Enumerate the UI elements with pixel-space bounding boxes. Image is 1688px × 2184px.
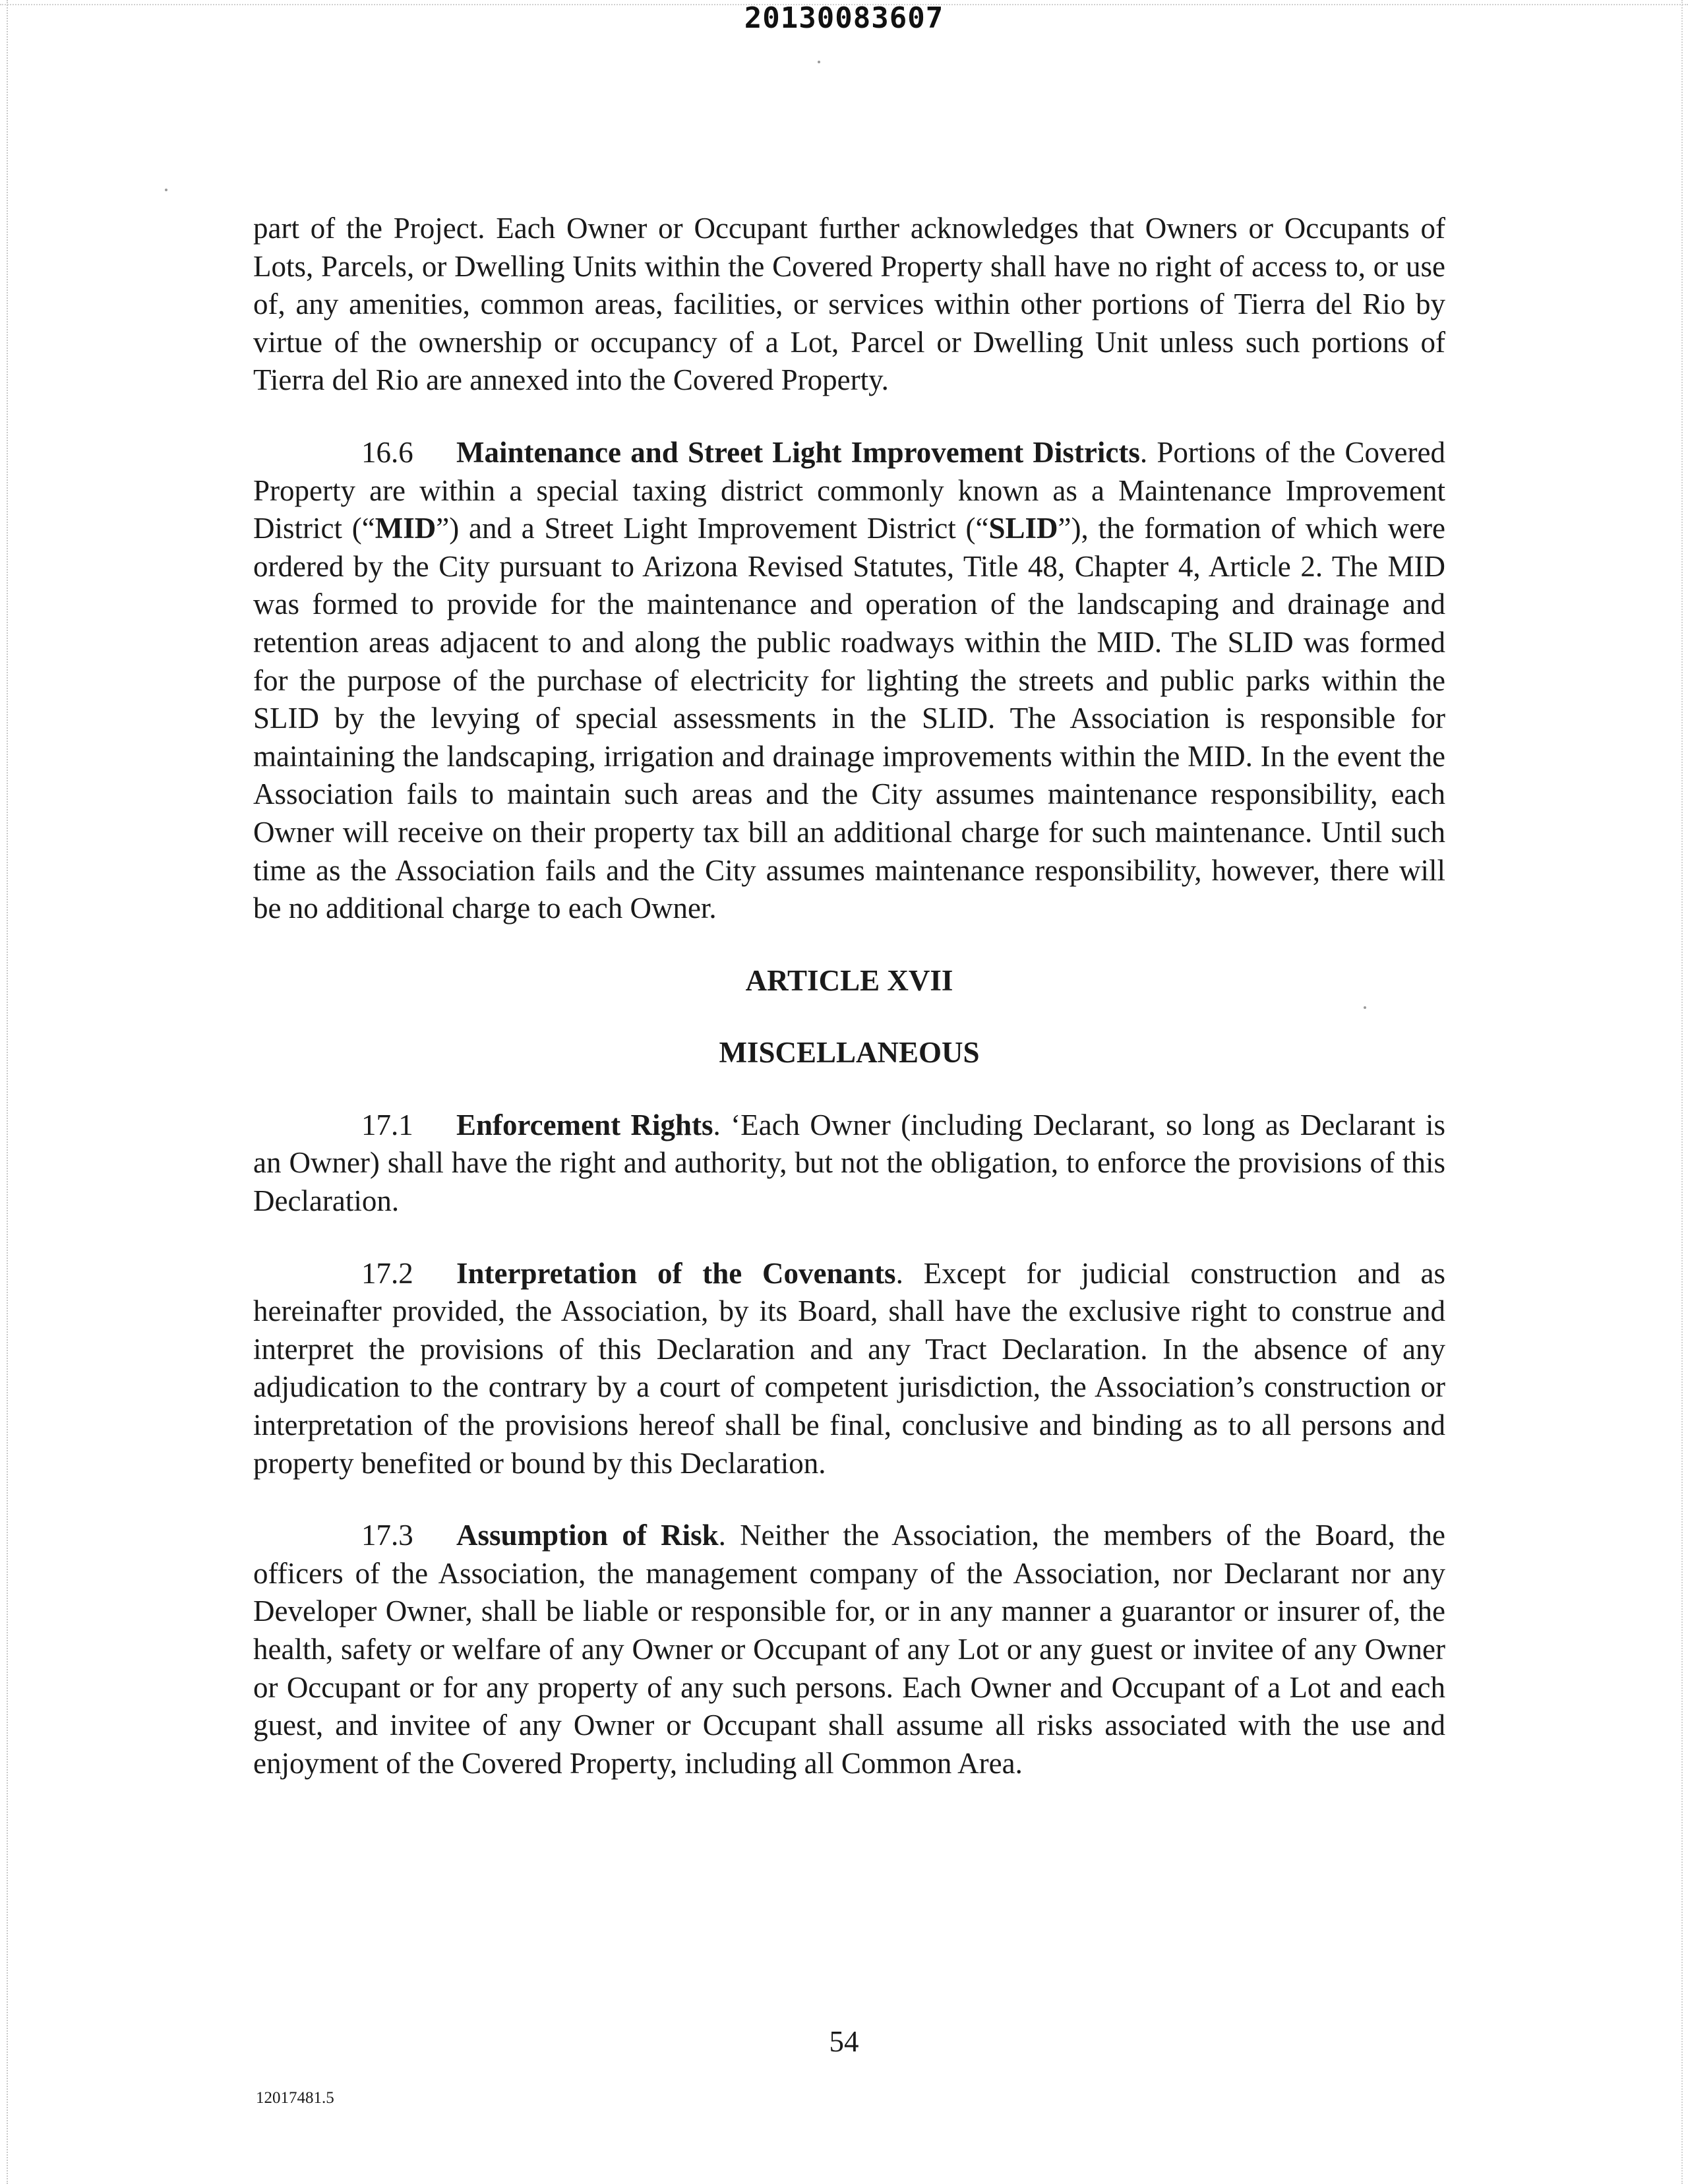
intro-paragraph: part of the Project. Each Owner or Occupant further acknowledges that Owners or Occupants of Lots, Parcels, or Dwelling Units within the Covered Property shall have no right of access to, or use of, any amenities, common areas, facilities, or services within other portions of Tierra del Rio by virtue of the ownership or occupancy of a Lot, Parcel or Dwelling Unit unless such portions of Tierra del Rio are annexed into the Covered Property. [253, 212, 1445, 397]
section-text: ”), the formation of which were ordered by the City pursuant to Arizona Revised Statutes, Title 48, Chapter 4, Article 2. The MID was formed to provide for the maintenance and operation of the landscaping and drainage and retention areas adjacent to and along the public roadways within the MID. The SLID was formed for the purpose of the purchase of electricity for lighting the streets and public parks within the SLID by the levying of special assessments in the SLID. The Association is responsible for maintaining the landscaping, irrigation and drainage improvements within the MID. In the event the Association fails to maintain such areas and the City assumes maintenance responsibility, each Owner will receive on their property tax bill an additional charge for such maintenance. Until such time as the Association fails and the City assumes maintenance responsibility, however, there will be no additional charge to each Owner. [253, 512, 1445, 925]
section-heading: Interpretation of the Covenants [456, 1256, 896, 1290]
defined-term-slid: SLID [988, 512, 1058, 545]
section-text: . ‘Each Owner (including Declarant, so long as Declarant is an Owner) shall have the right and authority, but not the obligation, to enforce the provisions of this Declaration. [253, 1108, 1445, 1218]
section-number: 17.3 [361, 1519, 413, 1552]
article-title: ARTICLE XVII [745, 963, 953, 997]
scan-edge-right [1681, 0, 1688, 2184]
section-17-3 [253, 1517, 1445, 1782]
section-number: 16.6 [361, 435, 413, 469]
section-text: . Neither the Association, the members of the Board, the officers of the Association, the management company of the Association, nor Declarant nor any Developer Owner, shall be liable or responsible for, or in any manner a guarantor or insurer of, the health, safety or welfare of any Owner or Occupant of any Lot or any guest or invitee of any Owner or Occupant or for any property of any such persons. Each Owner and Occupant of a Lot and each guest, and invitee of any Owner or Occupant shall assume all risks associated with the use and enjoyment of the Covered Property, including all Common Area. [253, 1519, 1445, 1780]
section-text: ”) and a Street Light Improvement District (“ [436, 512, 989, 545]
section-text: . Portions of the Covered Property are within a special taxing district commonly known as a Maintenance Improvement District (“ [253, 435, 1445, 545]
scan-edge-left [0, 0, 8, 2184]
section-17-2 [253, 1255, 1445, 1483]
section-number: 17.2 [361, 1256, 413, 1290]
page-number: 54 [829, 2025, 859, 2058]
section-17-1 [253, 1107, 1445, 1221]
scan-speck [165, 189, 167, 191]
document-body [253, 210, 1445, 1782]
section-heading: Enforcement Rights [456, 1108, 713, 1141]
article-subtitle: MISCELLANEOUS [719, 1036, 980, 1070]
recording-number: 20130083607 [744, 1, 944, 35]
document-code: 12017481.5 [256, 2089, 334, 2107]
section-text: . Except for judicial construction and as hereinafter provided, the Association, by its Board, shall have the exclusive right to construe and interpret the provisions of this Declaration and any Tract Declaration. In the absence of any adjudication to the contrary by a court of competent jurisdiction, the Association’s construction or interpretation of the provisions hereof shall be final, conclusive and binding as to all persons and property benefited or bound by this Declaration. [253, 1256, 1445, 1480]
scan-speck [818, 61, 820, 63]
section-number: 17.1 [361, 1108, 413, 1141]
section-16-6 [253, 434, 1445, 928]
scan-speck [1364, 1006, 1366, 1009]
defined-term-mid: MID [375, 512, 437, 545]
section-heading: Maintenance and Street Light Improvement Districts [456, 435, 1140, 469]
section-heading: Assumption of Risk [456, 1519, 719, 1552]
